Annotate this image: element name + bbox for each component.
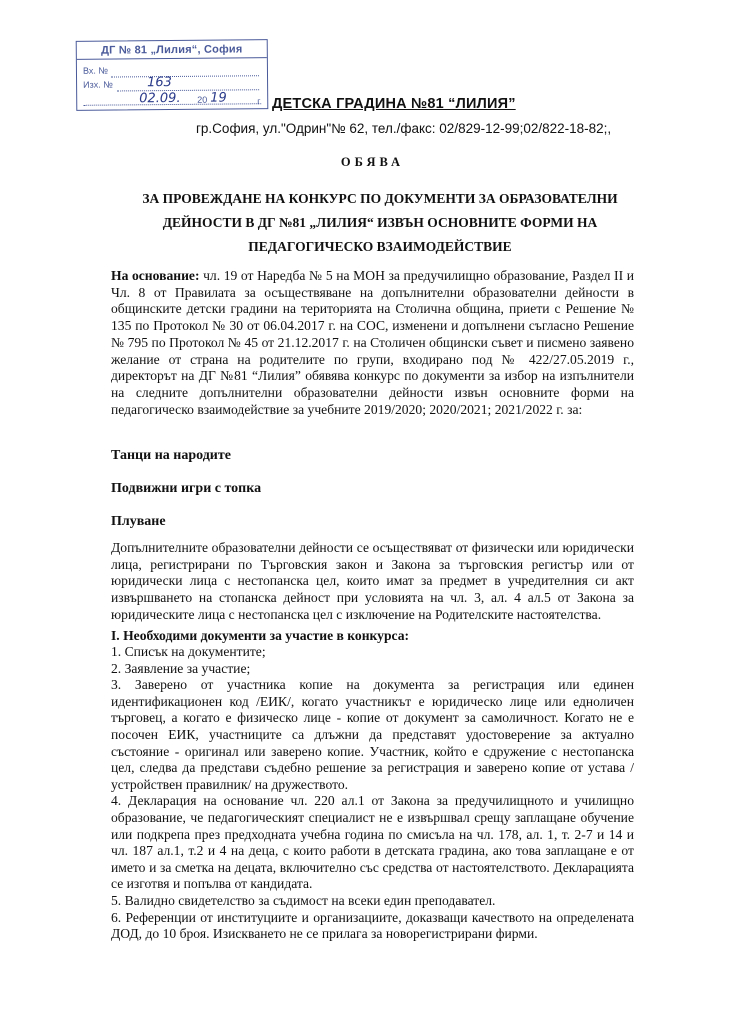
stamp-outgoing-number: 163 [147,75,172,91]
document-item: 2. Заявление за участие; [111,660,251,676]
kindergarten-title: ДЕТСКА ГРАДИНА №81 “ЛИЛИЯ” [272,96,516,112]
stamp-incoming-line [111,75,259,77]
legal-basis-label: На основание: [111,268,200,283]
document-item: 3. Заверено от участника копие на документа за регистрация или единен идентификационен код /ЕИК/, когато участникът е юридическо лице или едноличен търговец, а когато е физическо лице - копие от документ за самоличност. Когато не е посочен ЕИК, участниците са длъжни да представят удостоверение за актуално състояние - оригинал или заверено копие. Участник, който е сдружение с нестопанска цел, следва да представи съдебно решение за регистрация и заверено копие от устава /устройствен правилник/ на дружеството. [111,677,634,792]
kindergarten-address: гр.София, ул."Одрин"№ 62, тел./факс: 02/829-12-99;02/822-18-82;, [196,121,612,136]
activity-item: Танци на народите [111,448,231,463]
stamp-date-suffix: г. [257,96,262,107]
document-item: 4. Декларация на основание чл. 220 ал.1 от Закона за предучилищното и училищно образование, че педагогическият специалист не е извършвал срещу заплащане обучение или подкрепа през предходната учебна година по смисъла на чл. 178, ал. 1, т. 2-7 и 14 и чл. 187 ал.1, т.2 и 4 на деца, с които работи в детската градина, ако това заплащане е от името и за сметка на децата, включително със средства от настоятелството. Декларацията се изготвя и попълва от кандидата. [111,793,634,892]
stamp-divider [77,57,267,60]
eligibility-paragraph: Допълнителните образователни дейности се осъществяват от физически или юридически лица, регистрирани по Търговския закон и Закона за търговския регистър или от юридически лица с нестопанска цел, които имат за предмет в учредителния си акт извършването на стопанска дейност при условията на чл. 3, ал. 4 ал.5 от Закона за юридическите лица с нестопанска цел с изключение на Родителските настоятелства. [111,540,634,622]
documents-heading: I. Необходими документи за участие в конкурса: [111,628,410,643]
notice-word: ОБЯВА [340,155,405,169]
document-item: 5. Валидно свидетелство за съдимост на всеки един преподавател. [111,892,496,908]
registry-stamp [76,39,269,111]
notice-subject: ЗА ПРОВЕЖДАНЕ НА КОНКУРС ПО ДОКУМЕНТИ ЗА ОБРАЗОВАТЕЛНИ ДЕЙНОСТИ В ДГ №81 „ЛИЛИЯ“ ИЗВЪН ОСНОВНИТЕ ФОРМИ НА ПЕДАГОГИЧЕСКО ВЗАИМОДЕЙСТВИЕ [142,191,618,254]
stamp-outgoing-label: Изх. № [83,79,113,90]
stamp-date-year: 19 [210,90,227,106]
activity-item: Подвижни игри с топка [111,481,262,496]
activity-item: Плуване [111,514,166,529]
legal-basis-text: чл. 19 от Наредба № 5 на МОН за предучилищно образование, Раздел II и Чл. 8 от Правилата за осъществяване на допълнителни образователни дейности в общинските детски градини на територията на Столична община, приети с Решение № 135 по Протокол № 30 от 06.04.2017 г. на СОС, изменени и допълнени съгласно Решение № 795 по Протокол № 45 от 21.12.2017 г. на Столичен общински съвет и писмено заявено желание от страна на родителите по групи, входирано под № 422/27.05.2019 г., директорът на ДГ №81 “Лилия” обявява конкурс по документи за избор на изпълнители на следните допълнителни образователни дейности извън основните форми на педагогическо взаимодействие за учебните 2019/2020; 2020/2021; 2021/2022 г. за: [111,268,634,417]
stamp-title: ДГ № 81 „Лилия“, София [101,43,243,57]
document-item: 1. Списък на документите; [111,644,266,659]
legal-basis-paragraph [111,268,634,418]
stamp-date-day-month: 02.09. [139,90,181,107]
documents-list [111,644,634,943]
stamp-date-year-prefix: 20 [197,94,208,105]
stamp-incoming-label: Вх. № [82,65,109,76]
document-item: 6. Референции от институциите и организациите, доказващи качеството на определената ДОД, до 10 броя. Изискването не се прилага за новорегистрирани фирми. [111,909,634,942]
